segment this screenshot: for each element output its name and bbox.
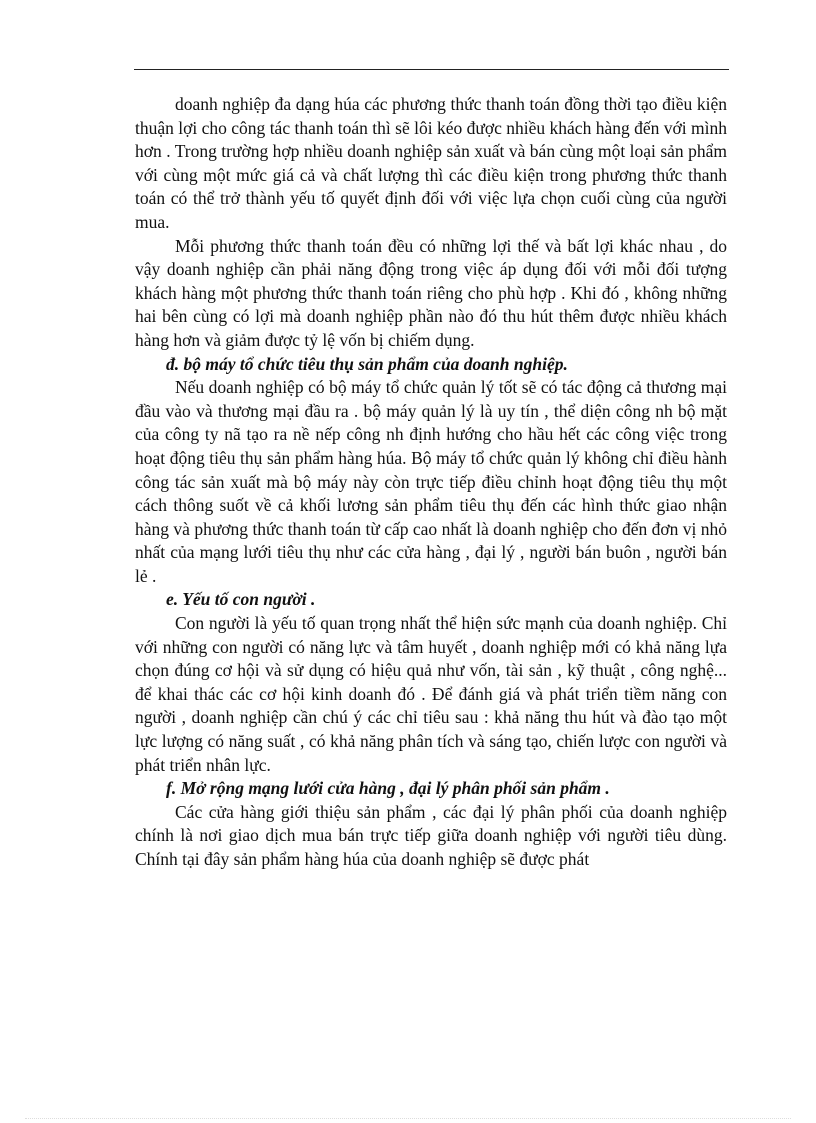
paragraph-payment-methods: doanh nghiệp đa dạng húa các phương thức thanh toán đồng thời tạo điều kiện thuận lợi cho công tác thanh toán thì sẽ lôi kéo được nhiều khách hàng đến với mình hơn . Trong trường hợp nhiều doanh nghiệp sản xuất và bán cùng một loại sản phẩm với cùng một mức giá cả và chất lượng thì các điều kiện trong phương thức thanh toán có thể trở thành yếu tố quyết định đối với việc lựa chọn cuối cùng của người mua. [135, 94, 727, 232]
heading-store-network: f. Mở rộng mạng lưới cửa hàng , đại lý phân phối sản phẩm . [166, 778, 610, 799]
paragraph-store-network: Các cửa hàng giới thiệu sản phẩm , các đại lý phân phối của doanh nghiệp chính là nơi giao dịch mua bán trực tiếp giữa doanh nghiệp với người tiêu dùng. Chính tại đây sản phẩm hàng húa của doanh nghiệp sẽ được phát [135, 801, 727, 869]
page-bottom-border [25, 1118, 791, 1119]
paragraph-payment-advantages: Mỗi phương thức thanh toán đều có những lợi thế và bất lợi khác nhau , do vậy doanh nghiệp cần phải năng động trong việc áp dụng đối với mỗi đối tượng khách hàng một phương thức thanh toán riêng cho phù hợp . Khi đó , không những hai bên cùng có lợi mà doanh nghiệp phần nào đó thu hút thêm được nhiều khách hàng hơn và giảm được tỷ lệ vốn bị chiếm dụng. [135, 235, 727, 350]
heading-sales-organization: đ. bộ máy tổ chức tiêu thụ sản phẩm của doanh nghiệp. [166, 353, 568, 374]
heading-human-factor: e. Yếu tố con người . [166, 589, 316, 610]
document-body [135, 93, 727, 872]
paragraph-human-factor: Con người là yếu tố quan trọng nhất thể hiện sức mạnh của doanh nghiệp. Chỉ với những con người có năng lực và tâm huyết , doanh nghiệp mới có khả năng lựa chọn đúng cơ hội và sử dụng có hiệu quả như vốn, tài sản , kỹ thuật , công nghệ... để khai thác các cơ hội kinh doanh đó . Để đánh giá và phát triển tiềm năng con người , doanh nghiệp cần chú ý các chỉ tiêu sau : khả năng thu hút và đào tạo một lực lượng có năng suất , có khả năng phân tích và sáng tạo, chiến lược con người và phát triển nhân lực. [135, 613, 727, 775]
paragraph-sales-organization: Nếu doanh nghiệp có bộ máy tổ chức quản lý tốt sẽ có tác động cả thương mại đầu vào và thương mại đầu ra . bộ máy quản lý là uy tín , thể diện công nh bộ mặt của công ty nã tạo ra nề nếp công nh định hướng cho hầu hết các công việc trong hoạt động tiêu thụ sản phẩm hàng húa. Bộ máy tổ chức quản lý không chỉ điều hành công tác sản xuất mà bộ máy này còn trực tiếp điều chỉnh hoạt động tiêu thụ một cách thông suốt về cả khối lương sản phẩm tiêu thụ đến các hình thức giao nhận hàng và phương thức thanh toán từ cấp cao nhất là doanh nghiệp cho đến đơn vị nhỏ nhất của mạng lưới tiêu thụ như các cửa hàng , đại lý , người bán buôn , người bán lẻ . [135, 377, 727, 586]
header-rule [134, 69, 729, 70]
